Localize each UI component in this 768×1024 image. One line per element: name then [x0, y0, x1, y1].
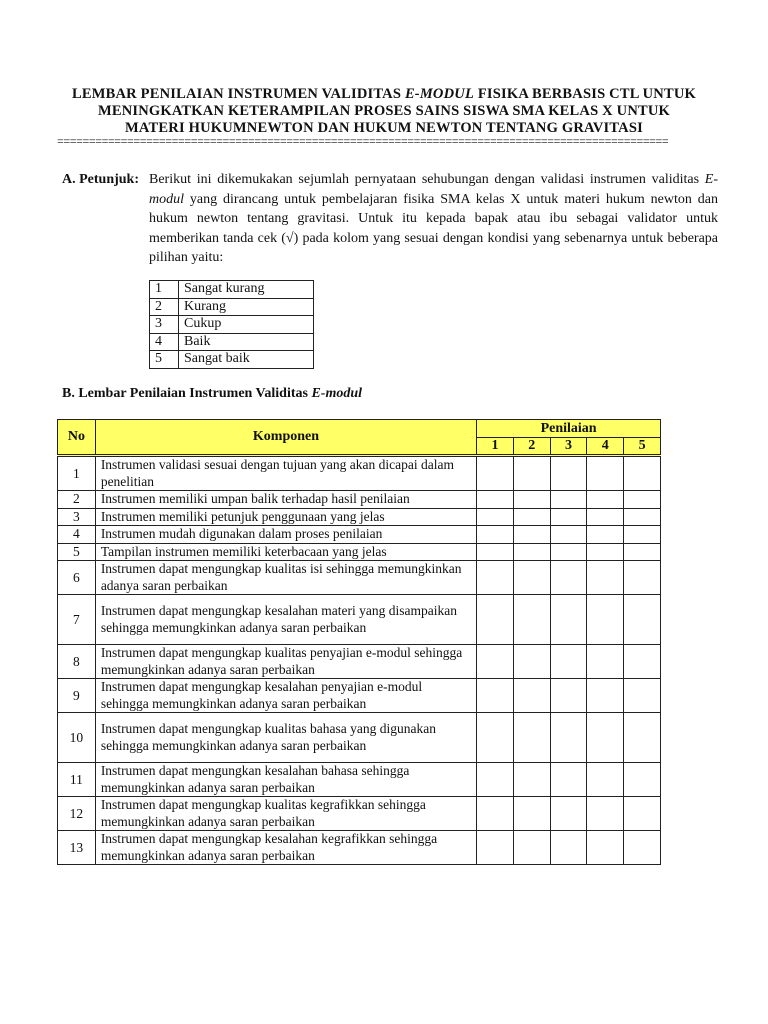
scale-row	[150, 351, 314, 369]
row-komponen: Instrumen dapat mengungkap kualitas isi sehingga memungkinkan adanya saran perbaikan	[95, 561, 476, 595]
row-number: 11	[58, 763, 96, 797]
score-checkbox-cell[interactable]	[513, 543, 550, 561]
score-checkbox-cell[interactable]	[624, 491, 661, 509]
score-checkbox-cell[interactable]	[550, 543, 587, 561]
score-checkbox-cell[interactable]	[587, 595, 624, 645]
score-checkbox-cell[interactable]	[587, 679, 624, 713]
row-komponen: Instrumen dapat mengungkap kesalahan penyajian e-modul sehingga memungkinkan adanya saran perbaikan	[95, 679, 476, 713]
score-checkbox-cell[interactable]	[624, 561, 661, 595]
score-checkbox-cell[interactable]	[587, 561, 624, 595]
header-score-5: 5	[624, 438, 661, 456]
score-checkbox-cell[interactable]	[477, 543, 514, 561]
score-checkbox-cell[interactable]	[513, 713, 550, 763]
table-row	[58, 543, 661, 561]
scale-number: 4	[150, 333, 179, 351]
score-checkbox-cell[interactable]	[513, 561, 550, 595]
section-b-heading	[62, 386, 362, 402]
scale-row	[150, 316, 314, 334]
score-checkbox-cell[interactable]	[513, 763, 550, 797]
rating-scale-table	[149, 280, 314, 369]
row-komponen: Tampilan instrumen memiliki keterbacaan yang jelas	[95, 543, 476, 561]
score-checkbox-cell[interactable]	[624, 456, 661, 491]
title-line-1	[40, 86, 728, 103]
row-komponen: Instrumen validasi sesuai dengan tujuan yang akan dicapai dalam penelitian	[95, 456, 476, 491]
row-number: 10	[58, 713, 96, 763]
row-komponen: Instrumen dapat mengungkap kualitas bahasa yang digunakan sehingga memungkinkan adanya saran perbaikan	[95, 713, 476, 763]
row-number: 8	[58, 645, 96, 679]
scale-row	[150, 298, 314, 316]
scale-label: Kurang	[179, 298, 314, 316]
score-checkbox-cell[interactable]	[477, 508, 514, 526]
header-komponen: Komponen	[95, 420, 476, 456]
score-checkbox-cell[interactable]	[550, 526, 587, 544]
header-score-1: 1	[477, 438, 514, 456]
score-checkbox-cell[interactable]	[587, 543, 624, 561]
validity-assessment-table	[57, 419, 661, 865]
table-row	[58, 713, 661, 763]
score-checkbox-cell[interactable]	[477, 491, 514, 509]
score-checkbox-cell[interactable]	[587, 713, 624, 763]
score-checkbox-cell[interactable]	[550, 491, 587, 509]
score-checkbox-cell[interactable]	[513, 508, 550, 526]
table-row	[58, 491, 661, 509]
score-checkbox-cell[interactable]	[477, 797, 514, 831]
table-row	[58, 645, 661, 679]
scale-row	[150, 281, 314, 299]
row-komponen: Instrumen memiliki petunjuk penggunaan yang jelas	[95, 508, 476, 526]
row-number: 5	[58, 543, 96, 561]
row-number: 3	[58, 508, 96, 526]
score-checkbox-cell[interactable]	[550, 763, 587, 797]
table-row	[58, 561, 661, 595]
score-checkbox-cell[interactable]	[477, 456, 514, 491]
score-checkbox-cell[interactable]	[550, 561, 587, 595]
row-komponen: Instrumen memiliki umpan balik terhadap hasil penilaian	[95, 491, 476, 509]
score-checkbox-cell[interactable]	[513, 491, 550, 509]
double-rule-divider: ================================================================================================	[57, 138, 669, 145]
table-row	[58, 763, 661, 797]
score-checkbox-cell[interactable]	[513, 456, 550, 491]
title-line-2: MENINGKATKAN KETERAMPILAN PROSES SAINS SISWA SMA KELAS X UNTUK	[97, 103, 671, 119]
header-score-2: 2	[513, 438, 550, 456]
score-checkbox-cell[interactable]	[513, 526, 550, 544]
row-komponen: Instrumen dapat mengungkap kualitas kegrafikkan sehingga memungkinkan adanya saran perbaikan	[95, 797, 476, 831]
score-checkbox-cell[interactable]	[624, 645, 661, 679]
table-row	[58, 595, 661, 645]
score-checkbox-cell[interactable]	[550, 831, 587, 865]
row-number: 9	[58, 679, 96, 713]
score-checkbox-cell[interactable]	[550, 713, 587, 763]
score-checkbox-cell[interactable]	[624, 763, 661, 797]
petunjuk-emodul: E-modul	[149, 172, 718, 207]
row-number: 4	[58, 526, 96, 544]
row-number: 2	[58, 491, 96, 509]
petunjuk-label: A. Petunjuk:	[62, 172, 140, 187]
title-line-1-end: FISIKA BERBASIS CTL UNTUK	[474, 86, 696, 102]
document-title	[40, 86, 728, 137]
row-number: 7	[58, 595, 96, 645]
score-checkbox-cell[interactable]	[477, 526, 514, 544]
score-checkbox-cell[interactable]	[513, 679, 550, 713]
table-row	[58, 456, 661, 491]
row-komponen: Instrumen dapat mengungkap kualitas penyajian e-modul sehingga memungkinkan adanya saran perbaikan	[95, 645, 476, 679]
score-checkbox-cell[interactable]	[624, 797, 661, 831]
scale-label: Baik	[179, 333, 314, 351]
scale-row	[150, 333, 314, 351]
scale-number: 1	[150, 281, 179, 299]
title-line-1-start: LEMBAR PENILAIAN INSTRUMEN VALIDITAS	[72, 86, 405, 102]
score-checkbox-cell[interactable]	[624, 508, 661, 526]
score-checkbox-cell[interactable]	[550, 797, 587, 831]
table-row	[58, 526, 661, 544]
petunjuk-text-end: yang dirancang untuk pembelajaran fisika SMA kelas X untuk materi hukum newton dan hukum newton tentang gravitasi. Untuk itu kepada bapak atau ibu sebagai validator untuk memberikan tanda cek (√) pada kolom yang sesuai dengan kondisi yang sebenarnya untuk beberapa pilihan yaitu:	[149, 191, 718, 265]
header-score-4: 4	[587, 438, 624, 456]
score-checkbox-cell[interactable]	[477, 561, 514, 595]
table-row	[58, 679, 661, 713]
score-checkbox-cell[interactable]	[477, 713, 514, 763]
title-line-3: MATERI HUKUMNEWTON DAN HUKUM NEWTON TENTANG GRAVITASI	[125, 120, 643, 136]
score-checkbox-cell[interactable]	[624, 595, 661, 645]
score-checkbox-cell[interactable]	[587, 491, 624, 509]
table-row	[58, 797, 661, 831]
score-checkbox-cell[interactable]	[550, 595, 587, 645]
title-emodul: E-MODUL	[404, 86, 475, 102]
petunjuk-text	[149, 170, 718, 268]
scale-number: 5	[150, 351, 179, 369]
score-checkbox-cell[interactable]	[550, 456, 587, 491]
score-checkbox-cell[interactable]	[477, 595, 514, 645]
section-b-emodul: E-modul	[311, 386, 363, 401]
score-checkbox-cell[interactable]	[513, 595, 550, 645]
row-komponen: Instrumen dapat mengungkan kesalahan bahasa sehingga memungkinkan adanya saran perbaikan	[95, 763, 476, 797]
score-checkbox-cell[interactable]	[550, 679, 587, 713]
scale-label: Sangat kurang	[179, 281, 314, 299]
score-checkbox-cell[interactable]	[587, 645, 624, 679]
score-checkbox-cell[interactable]	[624, 526, 661, 544]
scale-number: 2	[150, 298, 179, 316]
score-checkbox-cell[interactable]	[477, 763, 514, 797]
score-checkbox-cell[interactable]	[513, 645, 550, 679]
header-penilaian: Penilaian	[477, 420, 661, 438]
score-checkbox-cell[interactable]	[587, 831, 624, 865]
score-checkbox-cell[interactable]	[477, 831, 514, 865]
score-checkbox-cell[interactable]	[624, 679, 661, 713]
table-row	[58, 508, 661, 526]
row-number: 1	[58, 456, 96, 491]
row-komponen: Instrumen mudah digunakan dalam proses penilaian	[95, 526, 476, 544]
section-b-text: B. Lembar Penilaian Instrumen Validitas	[62, 386, 312, 401]
score-checkbox-cell[interactable]	[624, 831, 661, 865]
score-checkbox-cell[interactable]	[587, 763, 624, 797]
score-checkbox-cell[interactable]	[477, 679, 514, 713]
scale-number: 3	[150, 316, 179, 334]
score-checkbox-cell[interactable]	[550, 645, 587, 679]
score-checkbox-cell[interactable]	[513, 797, 550, 831]
score-checkbox-cell[interactable]	[624, 713, 661, 763]
score-checkbox-cell[interactable]	[513, 831, 550, 865]
header-score-3: 3	[550, 438, 587, 456]
score-checkbox-cell[interactable]	[624, 543, 661, 561]
score-checkbox-cell[interactable]	[477, 645, 514, 679]
score-checkbox-cell[interactable]	[587, 508, 624, 526]
row-komponen: Instrumen dapat mengungkap kesalahan materi yang disampaikan sehingga memungkinkan adanya saran perbaikan	[95, 595, 476, 645]
petunjuk-text-start: Berikut ini dikemukakan sejumlah pernyataan sehubungan dengan validasi instrumen validitas	[149, 172, 705, 187]
scale-label: Sangat baik	[179, 351, 314, 369]
score-checkbox-cell[interactable]	[587, 526, 624, 544]
row-number: 6	[58, 561, 96, 595]
score-checkbox-cell[interactable]	[587, 797, 624, 831]
table-row	[58, 831, 661, 865]
score-checkbox-cell[interactable]	[550, 508, 587, 526]
header-no: No	[58, 420, 96, 456]
score-checkbox-cell[interactable]	[587, 456, 624, 491]
scale-label: Cukup	[179, 316, 314, 334]
row-number: 13	[58, 831, 96, 865]
row-komponen: Instrumen dapat mengungkap kesalahan kegrafikkan sehingga memungkinkan adanya saran perbaikan	[95, 831, 476, 865]
row-number: 12	[58, 797, 96, 831]
